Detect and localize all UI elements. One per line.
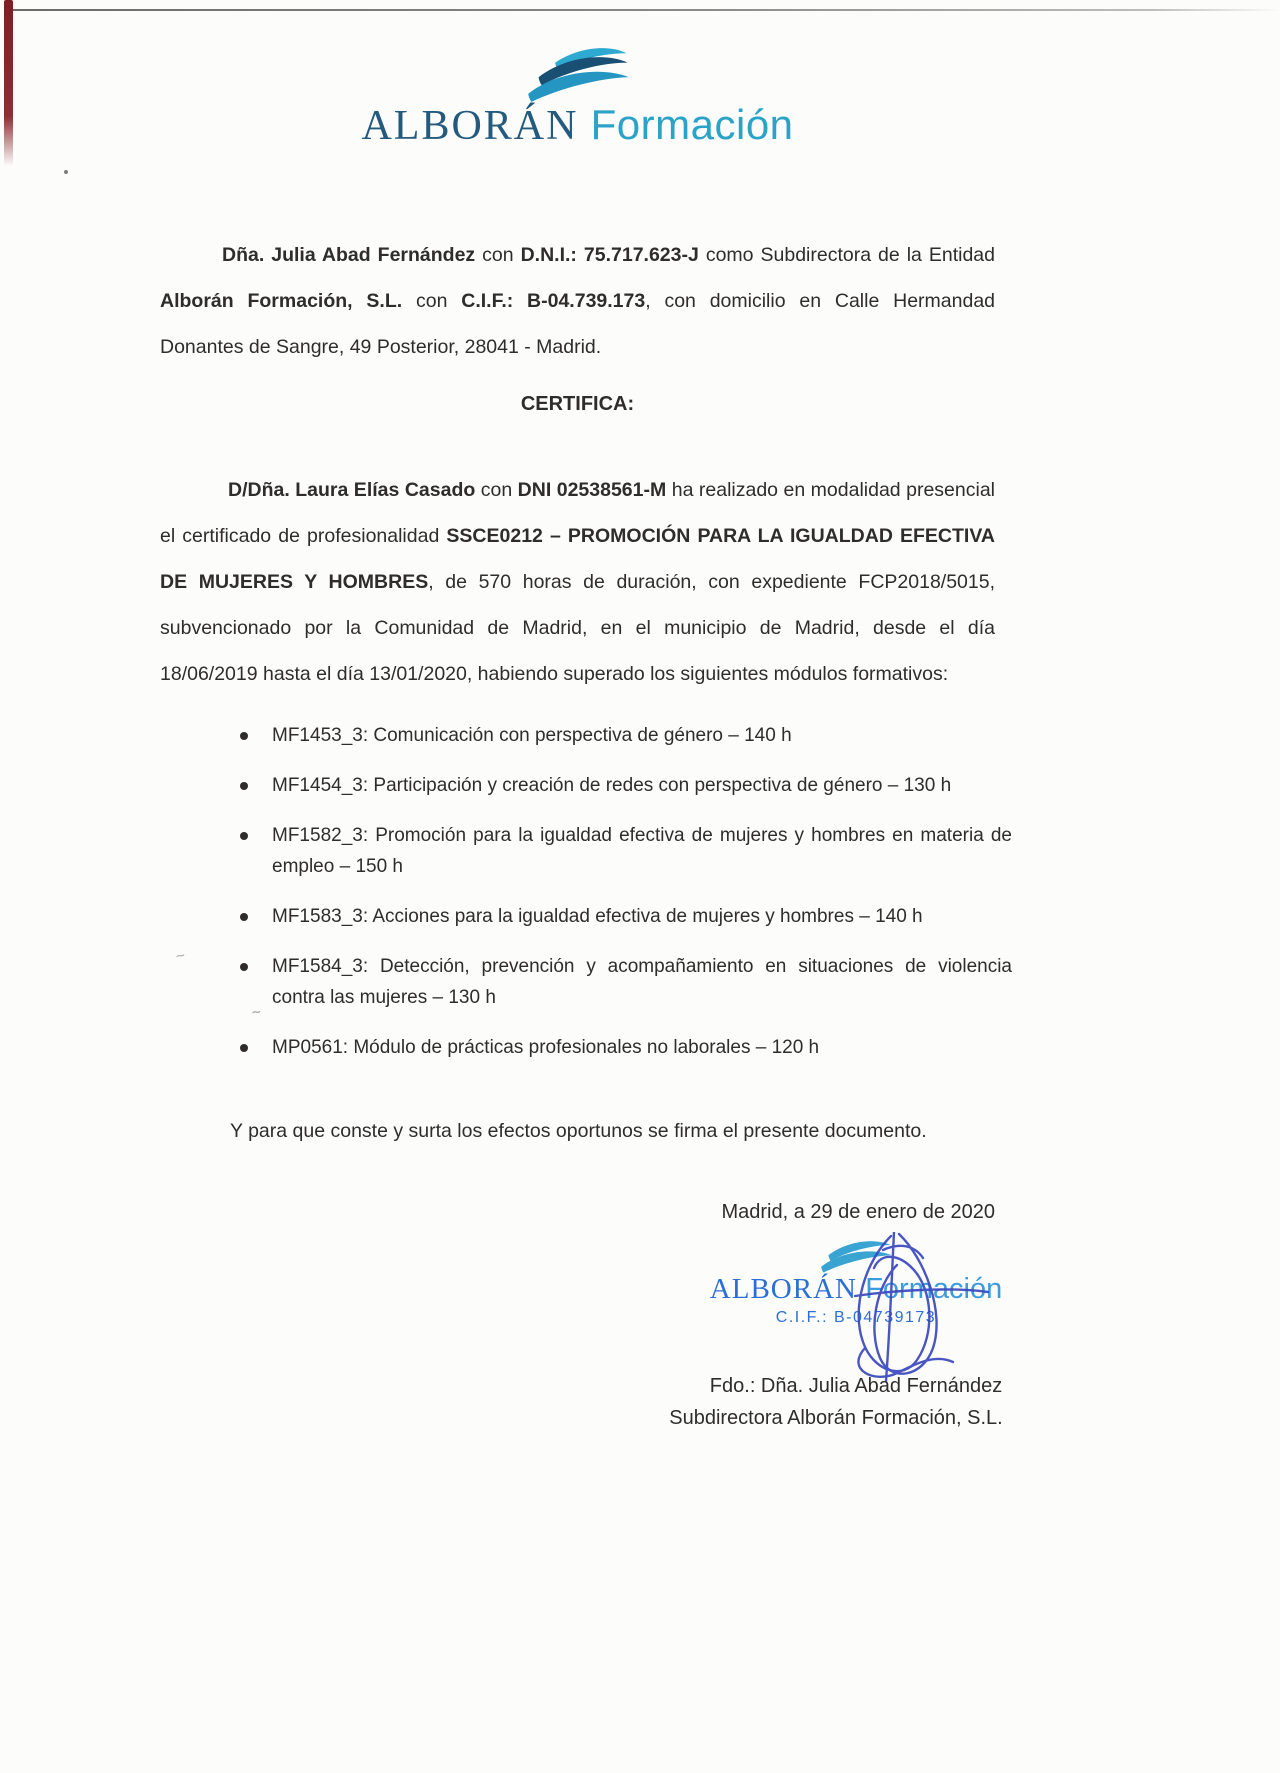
text-segment: con	[480, 478, 518, 501]
scan-red-edge-artifact	[4, 0, 13, 166]
text-segment: , con domicilio en Calle Hermandad Donantes de Sangre, 49 Posterior, 28041 - Madrid.	[160, 289, 996, 358]
date-line: Madrid, a 29 de enero de 2020	[721, 1201, 995, 1223]
module-item: MF1583_3: Acciones para la igualdad efectiva de mujeres y hombres – 140 h	[237, 901, 1012, 932]
signer-role-line: Subdirectora Alborán Formación, S.L.	[669, 1407, 1003, 1429]
stamp-suffix-text: Formación	[865, 1273, 1003, 1305]
module-item: MF1454_3: Participación y creación de redes con perspectiva de género – 130 h	[237, 770, 1012, 801]
logo-wordmark	[160, 102, 995, 149]
text-segment: , de 570 horas de duración, con expediente FCP2018/5015, subvencionado por la Comunidad de Madrid, en el municipio de Madrid, desde el día 18/06/2019 hasta el día 13/01/2020, habiendo superado los siguientes módulos formativos:	[160, 570, 995, 685]
bold-text-segment: D.N.I.: 75.717.623-J	[520, 243, 706, 266]
module-item: MF1584_3: Detección, prevención y acompañamiento en situaciones de violencia contra las mujeres – 130 h	[237, 951, 1012, 1013]
company-logo	[160, 44, 995, 149]
text-segment: como Subdirectora de la Entidad	[705, 243, 995, 266]
scan-pencil-mark-artifact: ~	[173, 947, 188, 966]
logo-suffix-text: Formación	[578, 101, 794, 148]
logo-brand-text: ALBORÁN	[361, 103, 579, 149]
bold-text-segment: DNI 02538561-M	[517, 478, 672, 501]
stamp-cif-text: C.I.F.: B-04739173	[775, 1309, 937, 1326]
text-segment: ha realizado en modalidad presencial el certificado de profesionalidad	[160, 478, 996, 547]
bold-text-segment: D/Dña. Laura Elías Casado	[228, 478, 481, 501]
text-segment: con	[482, 243, 521, 266]
module-item: MF1453_3: Comunicación con perspectiva de género – 140 h	[237, 720, 1012, 751]
stamp-signature-area	[680, 1232, 1032, 1327]
stamp-waves-icon	[817, 1232, 895, 1274]
intro-paragraph	[160, 232, 995, 370]
scan-speck-artifact	[64, 170, 68, 174]
scan-pencil-mark-artifact: ~	[250, 1003, 262, 1022]
module-item: MF1582_3: Promoción para la igualdad efectiva de mujeres y hombres en materia de empleo – 150 h	[237, 820, 1012, 882]
closing-paragraph: Y para que conste y surta los efectos oportunos se firma el presente documento.	[230, 1119, 927, 1142]
bold-text-segment: Dña. Julia Abad Fernández	[222, 243, 483, 266]
modules-list	[237, 720, 1012, 1082]
certifica-heading: CERTIFICA:	[520, 393, 635, 415]
text-segment: con	[415, 289, 462, 312]
stamp-wordmark	[680, 1272, 1032, 1306]
body-paragraph	[160, 467, 995, 697]
bold-text-segment: SSCE0212 – PROMOCIÓN PARA LA IGUALDAD EFECTIVA DE MUJERES Y HOMBRES	[160, 524, 995, 593]
signer-name-line: Fdo.: Dña. Julia Abad Fernández	[709, 1375, 1003, 1397]
document-content	[160, 0, 1012, 1773]
bold-text-segment: C.I.F.: B-04.739.173	[461, 289, 646, 312]
logo-waves-icon	[526, 44, 630, 104]
stamp-brand-text: ALBORÁN	[709, 1273, 866, 1305]
module-item: MP0561: Módulo de prácticas profesionales no laborales – 120 h	[237, 1032, 1012, 1063]
bold-text-segment: Alborán Formación, S.L.	[160, 289, 416, 312]
